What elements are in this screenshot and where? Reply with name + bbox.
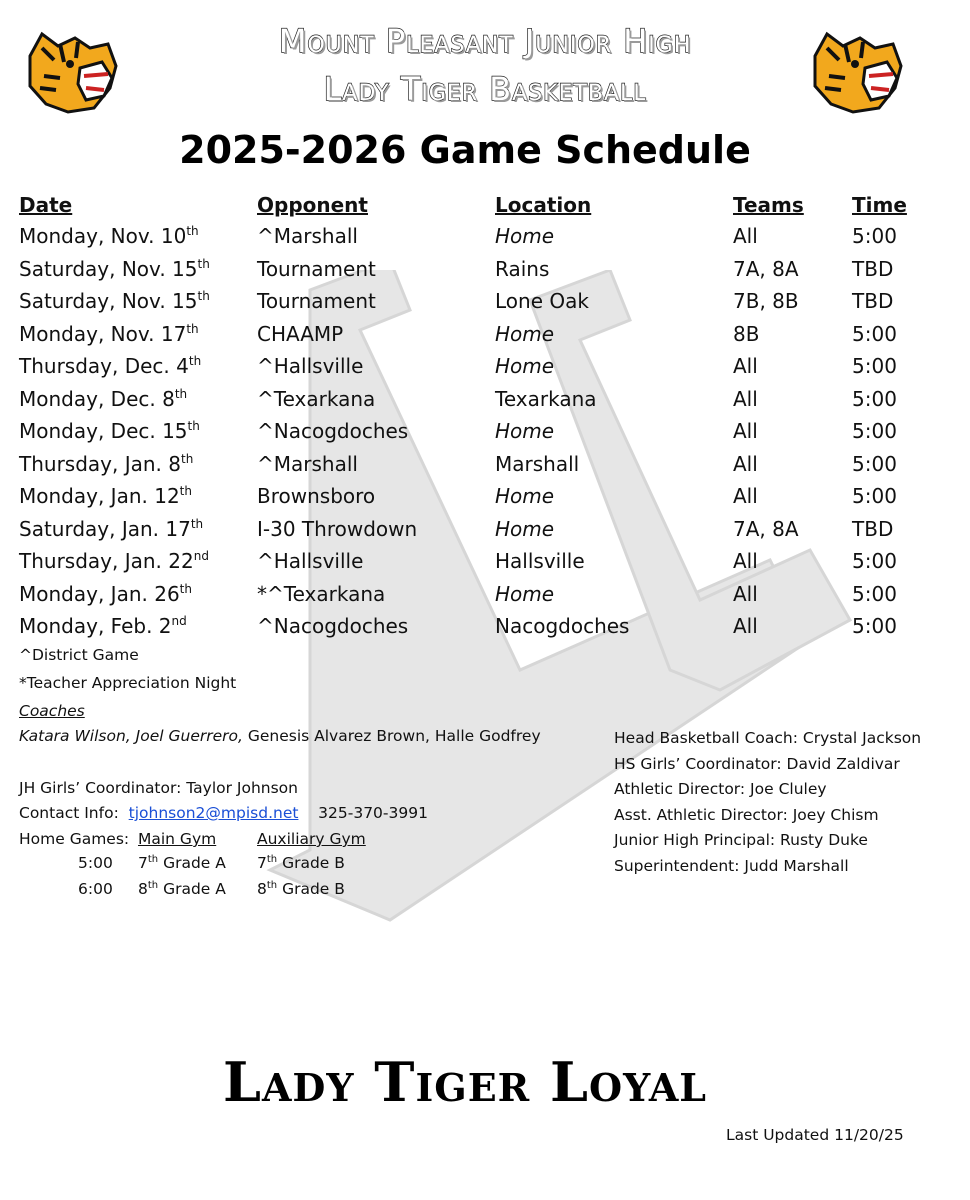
cell-time: 5:00 bbox=[852, 484, 897, 509]
col-header-time: Time bbox=[852, 193, 907, 217]
cell-teams: 8B bbox=[733, 321, 760, 346]
cell-opponent: I-30 Throwdown bbox=[257, 516, 418, 541]
cell-teams: 7B, 8B bbox=[733, 289, 799, 314]
home-games-label: Home Games: bbox=[19, 830, 130, 848]
cell-teams: 7A, 8A bbox=[733, 256, 799, 281]
cell-opponent: Tournament bbox=[257, 256, 376, 281]
cell-opponent: ^Nacogdoches bbox=[257, 614, 409, 639]
table-row bbox=[19, 480, 932, 513]
table-row bbox=[19, 253, 932, 286]
cell-time: 5:00 bbox=[852, 419, 897, 444]
cell-opponent: *^Texarkana bbox=[257, 581, 386, 606]
cell-location: Home bbox=[495, 516, 555, 541]
table-row bbox=[19, 545, 932, 578]
staff-asst-athletic-director: Asst. Athletic Director: Joey Chism bbox=[614, 805, 879, 824]
cell-opponent: ^Marshall bbox=[257, 451, 358, 476]
cell-date: Thursday, Dec. 4th bbox=[19, 354, 202, 379]
table-row bbox=[19, 285, 932, 318]
table-row bbox=[19, 513, 932, 546]
team-name: Lady Tiger Basketball bbox=[323, 70, 647, 108]
cell-teams: All bbox=[733, 484, 758, 509]
cell-opponent: ^Hallsville bbox=[257, 549, 364, 574]
cell-opponent: ^Hallsville bbox=[257, 354, 364, 379]
cell-teams: All bbox=[733, 386, 758, 411]
home-time-1: 5:00 bbox=[78, 854, 113, 872]
cell-opponent: ^Texarkana bbox=[257, 386, 376, 411]
table-row bbox=[19, 350, 932, 383]
cell-location: Texarkana bbox=[495, 386, 597, 411]
cell-teams: All bbox=[733, 224, 758, 249]
cell-location: Home bbox=[495, 321, 555, 346]
cell-teams: All bbox=[733, 354, 758, 379]
cell-time: TBD bbox=[852, 289, 894, 314]
table-row bbox=[19, 610, 932, 643]
table-row bbox=[19, 318, 932, 351]
col-header-teams: Teams bbox=[733, 193, 804, 217]
cell-teams: All bbox=[733, 549, 758, 574]
cell-time: 5:00 bbox=[852, 354, 897, 379]
cell-teams: All bbox=[733, 451, 758, 476]
cell-teams: 7A, 8A bbox=[733, 516, 799, 541]
cell-location: Rains bbox=[495, 256, 550, 281]
cell-date: Monday, Nov. 17th bbox=[19, 321, 199, 346]
col-header-opponent: Opponent bbox=[257, 193, 368, 217]
cell-location: Home bbox=[495, 484, 555, 509]
coaches-names-italic: Katara Wilson, Joel Guerrero, bbox=[19, 727, 243, 745]
table-row bbox=[19, 415, 932, 448]
contact-info bbox=[19, 804, 428, 822]
coaches-names-regular: Genesis Alvarez Brown, Halle Godfrey bbox=[247, 727, 541, 745]
cell-date: Monday, Jan. 12th bbox=[19, 484, 192, 509]
cell-opponent: CHAAMP bbox=[257, 321, 344, 346]
contact-phone: 325-370-3991 bbox=[318, 804, 428, 822]
cell-time: TBD bbox=[852, 516, 894, 541]
home-time-2: 6:00 bbox=[78, 880, 113, 898]
cell-date: Saturday, Nov. 15th bbox=[19, 289, 210, 314]
cell-teams: All bbox=[733, 419, 758, 444]
cell-location: Marshall bbox=[495, 451, 580, 476]
cell-time: 5:00 bbox=[852, 224, 897, 249]
staff-athletic-director: Athletic Director: Joe Cluley bbox=[614, 780, 827, 799]
col-header-date: Date bbox=[19, 193, 73, 217]
cell-opponent: Brownsboro bbox=[257, 484, 376, 509]
cell-date: Thursday, Jan. 8th bbox=[19, 451, 194, 476]
cell-date: Saturday, Jan. 17th bbox=[19, 516, 204, 541]
staff-superintendent: Superintendent: Judd Marshall bbox=[614, 856, 849, 875]
table-row bbox=[19, 383, 932, 416]
slogan: Lady Tiger Loyal bbox=[222, 1050, 708, 1114]
last-updated: Last Updated 11/20/25 bbox=[726, 1126, 904, 1144]
staff-hs-coordinator: HS Girls’ Coordinator: David Zaldivar bbox=[614, 754, 900, 773]
cell-opponent: ^Marshall bbox=[257, 224, 358, 249]
cell-time: 5:00 bbox=[852, 386, 897, 411]
cell-teams: All bbox=[733, 614, 758, 639]
cell-time: 5:00 bbox=[852, 321, 897, 346]
home-main-1: 7th Grade A bbox=[138, 854, 226, 872]
staff-head-coach: Head Basketball Coach: Crystal Jackson bbox=[614, 729, 922, 747]
game-schedule-table bbox=[19, 190, 932, 643]
table-header-row bbox=[19, 190, 932, 220]
cell-location: Home bbox=[495, 581, 555, 606]
table-row bbox=[19, 220, 932, 253]
cell-time: 5:00 bbox=[852, 549, 897, 574]
col-header-location: Location bbox=[495, 193, 592, 217]
cell-date: Saturday, Nov. 15th bbox=[19, 256, 210, 281]
home-main-2: 8th Grade A bbox=[138, 880, 226, 898]
staff-list bbox=[614, 726, 921, 880]
note-teacher-night: *Teacher Appreciation Night bbox=[19, 674, 237, 692]
cell-location: Home bbox=[495, 354, 555, 379]
aux-gym-header: Auxiliary Gym bbox=[257, 830, 366, 848]
cell-date: Monday, Feb. 2nd bbox=[19, 614, 187, 639]
cell-location: Hallsville bbox=[495, 549, 585, 574]
cell-date: Monday, Jan. 26th bbox=[19, 581, 192, 606]
school-name: Mount Pleasant Junior High bbox=[278, 22, 692, 60]
main-gym-header: Main Gym bbox=[138, 830, 217, 848]
coaches-names bbox=[19, 727, 541, 745]
cell-opponent: ^Nacogdoches bbox=[257, 419, 409, 444]
cell-location: Nacogdoches bbox=[495, 614, 630, 639]
cell-location: Home bbox=[495, 224, 555, 249]
contact-email-link[interactable]: tjohnson2@mpisd.net bbox=[128, 804, 299, 822]
cell-time: 5:00 bbox=[852, 614, 897, 639]
cell-date: Thursday, Jan. 22nd bbox=[19, 549, 209, 574]
cell-date: Monday, Nov. 10th bbox=[19, 224, 199, 249]
cell-location: Home bbox=[495, 419, 555, 444]
cell-date: Monday, Dec. 15th bbox=[19, 419, 200, 444]
cell-teams: All bbox=[733, 581, 758, 606]
cell-date: Monday, Dec. 8th bbox=[19, 386, 188, 411]
cell-time: 5:00 bbox=[852, 581, 897, 606]
note-district-game: ^District Game bbox=[19, 646, 139, 664]
staff-principal: Junior High Principal: Rusty Duke bbox=[614, 831, 868, 850]
home-aux-1: 7th Grade B bbox=[257, 854, 345, 872]
coaches-label: Coaches bbox=[19, 702, 85, 720]
jh-coordinator: JH Girls’ Coordinator: Taylor Johnson bbox=[19, 779, 298, 797]
cell-opponent: Tournament bbox=[257, 289, 376, 314]
cell-time: 5:00 bbox=[852, 451, 897, 476]
table-row bbox=[19, 578, 932, 611]
cell-time: TBD bbox=[852, 256, 894, 281]
cell-location: Lone Oak bbox=[495, 289, 589, 314]
schedule-title: 2025-2026 Game Schedule bbox=[179, 128, 751, 172]
contact-label: Contact Info: bbox=[19, 804, 119, 822]
table-row bbox=[19, 448, 932, 481]
home-aux-2: 8th Grade B bbox=[257, 880, 345, 898]
